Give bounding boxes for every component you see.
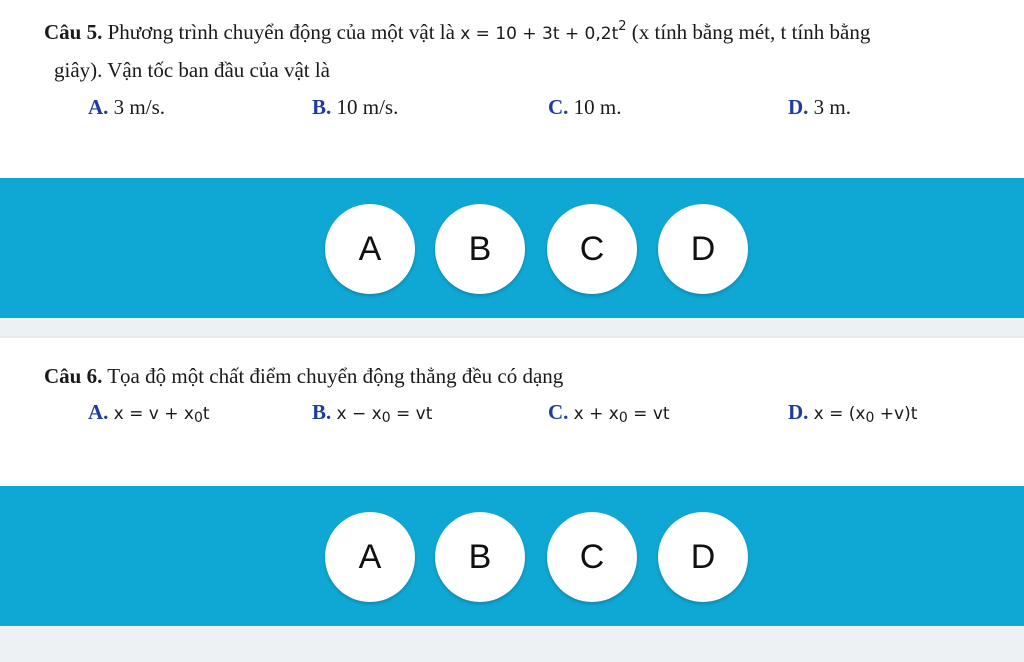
formula-part: t bbox=[202, 404, 210, 424]
formula-part: +v)t bbox=[874, 404, 918, 424]
q5-option-a bbox=[88, 95, 165, 120]
question-5-answer-panel bbox=[0, 178, 1024, 318]
question-5-card bbox=[0, 0, 1024, 176]
option-text: 10 m/s. bbox=[336, 95, 399, 119]
option-formula bbox=[574, 404, 670, 424]
formula-subscript: 0 bbox=[193, 410, 203, 426]
q6-option-d bbox=[788, 400, 917, 425]
q6-answer-c-button[interactable]: C bbox=[547, 512, 637, 602]
question-6-card bbox=[0, 336, 1024, 488]
formula-part: x − x bbox=[336, 404, 382, 424]
formula-part: x + x bbox=[573, 404, 619, 424]
q6-answer-a-button[interactable]: A bbox=[325, 512, 415, 602]
option-formula bbox=[114, 404, 210, 424]
q5-answer-b-button[interactable]: B bbox=[435, 204, 525, 294]
question-6-line-1 bbox=[44, 364, 563, 389]
formula-subscript: 0 bbox=[618, 410, 628, 426]
option-letter: A. bbox=[88, 400, 109, 424]
q6-option-c bbox=[548, 400, 670, 425]
formula-part: x = (x bbox=[813, 404, 866, 424]
option-letter: B. bbox=[312, 400, 332, 424]
answer-button-row bbox=[322, 204, 750, 296]
option-letter: A. bbox=[88, 95, 109, 119]
question-5-line-2: giây). Vận tốc ban đầu của vật là bbox=[54, 58, 331, 82]
equation-exponent: 2 bbox=[618, 19, 627, 34]
question-5-text-after: (x tính bằng mét, t tính bằng bbox=[631, 20, 871, 44]
q5-answer-a-button[interactable]: A bbox=[325, 204, 415, 294]
option-letter: C. bbox=[548, 400, 569, 424]
question-6-answer-panel bbox=[0, 486, 1024, 626]
question-5-equation bbox=[460, 19, 627, 44]
option-formula bbox=[337, 404, 433, 424]
q6-answer-b-button[interactable]: B bbox=[435, 512, 525, 602]
question-5-line-1 bbox=[44, 20, 870, 45]
q5-answer-c-button[interactable]: C bbox=[547, 204, 637, 294]
bottom-separator bbox=[0, 626, 1024, 662]
formula-subscript: 0 bbox=[381, 410, 391, 426]
question-5-number: Câu 5. bbox=[44, 20, 103, 44]
question-6-text: Tọa độ một chất điểm chuyển động thẳng đều có dạng bbox=[107, 364, 564, 388]
q6-option-b bbox=[312, 400, 432, 425]
q5-option-d bbox=[788, 95, 851, 120]
q5-option-b bbox=[312, 95, 398, 120]
question-5-text: Phương trình chuyển động của một vật là bbox=[107, 20, 455, 44]
option-letter: B. bbox=[312, 95, 332, 119]
option-formula bbox=[814, 404, 918, 424]
option-letter: C. bbox=[548, 95, 569, 119]
q5-answer-d-button[interactable]: D bbox=[658, 204, 748, 294]
formula-subscript: 0 bbox=[865, 410, 875, 426]
option-text: 3 m/s. bbox=[113, 95, 166, 119]
q5-option-c bbox=[548, 95, 622, 120]
formula-part: = vt bbox=[390, 404, 433, 424]
equation-main: x = 10 + 3t + 0,2t bbox=[460, 24, 619, 44]
option-letter: D. bbox=[788, 400, 809, 424]
question-6-number: Câu 6. bbox=[44, 364, 103, 388]
card-separator bbox=[0, 318, 1024, 336]
formula-part: = vt bbox=[627, 404, 670, 424]
option-text: 10 m. bbox=[573, 95, 622, 119]
formula-part: x = v + x bbox=[113, 404, 194, 424]
option-text: 3 m. bbox=[813, 95, 852, 119]
q6-option-a bbox=[88, 400, 210, 425]
q6-answer-d-button[interactable]: D bbox=[658, 512, 748, 602]
answer-button-row bbox=[322, 512, 750, 604]
option-letter: D. bbox=[788, 95, 809, 119]
